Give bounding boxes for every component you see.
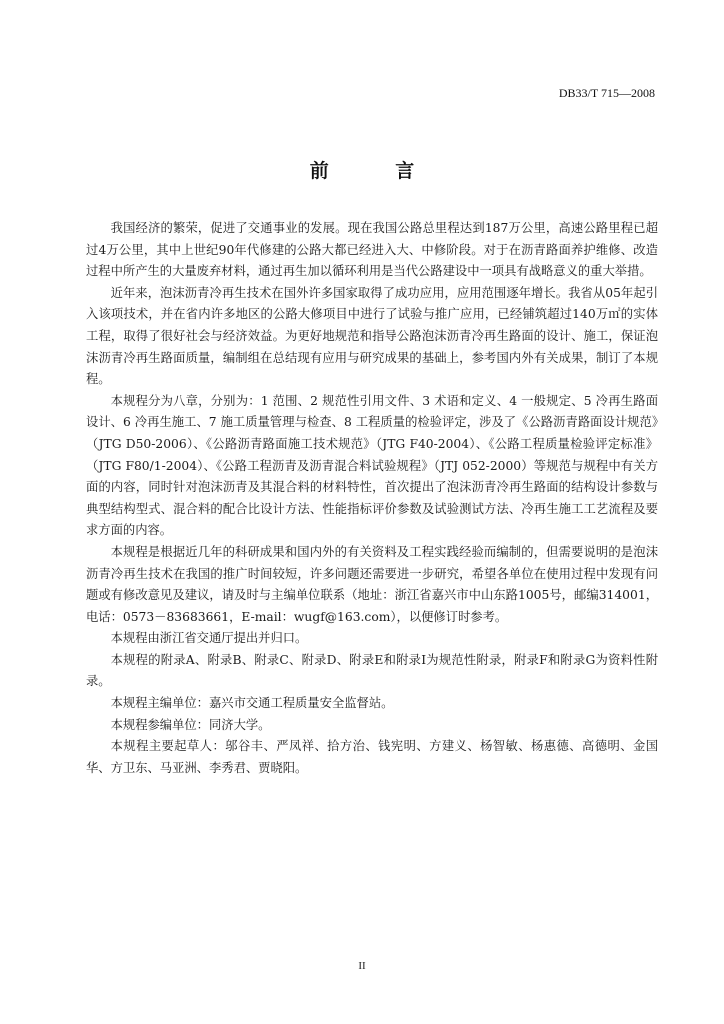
paragraph-drafters: 本规程主要起草人：邬谷丰、严凤祥、拾方治、钱宪明、方建义、杨智敏、杨惠德、高德明、金国华、方卫东、马亚洲、李秀君、贾晓阳。 (86, 739, 658, 775)
document-code: DB33/T 715—2008 (558, 86, 655, 100)
preface-body (86, 218, 658, 779)
paragraph-proposer: 本规程由浙江省交通厅提出并归口。 (110, 631, 308, 646)
paragraph-chapters: 本规程分为八章，分别为：1 范围、2 规范性引用文件、3 术语和定义、4 一般规定、5 冷再生路面设计、6 冷再生施工、7 施工质量管理与检查、8 工程质量的检验评定，涉及了《公路沥青路面设计规范》（JTG D50-2006）、《公路沥青路面施工技术规范》（JTG F40-2004）、《公路工程质量检验评定标准》（JTG F80/1-2004）、《公路工程沥青及沥青混合料试验规程》（JTJ 052-2000）等规范与规程中有关方面的内容，同时针对泡沫沥青及其混合料的材料特性，首次提出了泡沫沥青冷再生路面的结构设计参数与典型结构型式、混合料的配合比设计方法、性能指标评价参数及试验测试方法、冷再生施工工艺流程及要求方面的内容。 (86, 393, 658, 538)
paragraph-participating-unit: 本规程参编单位：同济大学。 (110, 717, 271, 732)
paragraph-appendices: 本规程的附录A、附录B、附录C、附录D、附录E和附录I为规范性附录，附录F和附录G为资料性附录。 (86, 652, 658, 689)
page-title: 前 言 (309, 160, 445, 182)
paragraph-intro: 我国经济的繁荣，促进了交通事业的发展。现在我国公路总里程达到187万公里，高速公路里程已超过4万公里，其中上世纪90年代修建的公路大都已经进入大、中修阶段。对于在沥青路面养护维修、改造过程中所产生的大量废弃材料，通过再生加以循环利用是当代公路建设中一项具有战略意义的重大举措。 (86, 221, 658, 279)
paragraph-basis: 本规程是根据近几年的科研成果和国内外的有关资料及工程实践经验而编制的，但需要说明的是泡沫沥青冷再生技术在我国的推广时间较短，许多问题还需要进一步研究，希望各单位在使用过程中发现有问题或有修改意见及建议，请及时与主编单位联系（地址：浙江省嘉兴市中山东路1005号，邮编314001，电话：0573－83683661，E-mail：wugf@163.com），以便修订时参考。 (86, 544, 658, 624)
paragraph-recent-development: 近年来，泡沫沥青冷再生技术在国外许多国家取得了成功应用，应用范围逐年增长。我省从05年起引入该项技术，并在省内许多地区的公路大修项目中进行了试验与推广应用，已经铺筑超过140万㎡的实体工程，取得了很好社会与经济效益。为更好地规范和指导公路泡沫沥青冷再生路面的设计、施工，保证泡沫沥青冷再生路面质量，编制组在总结现有应用与研究成果的基础上，参考国内外有关成果，制订了本规程。 (86, 285, 658, 387)
paragraph-chief-editor: 本规程主编单位：嘉兴市交通工程质量安全监督站。 (110, 696, 394, 711)
page-number: II (358, 960, 366, 972)
